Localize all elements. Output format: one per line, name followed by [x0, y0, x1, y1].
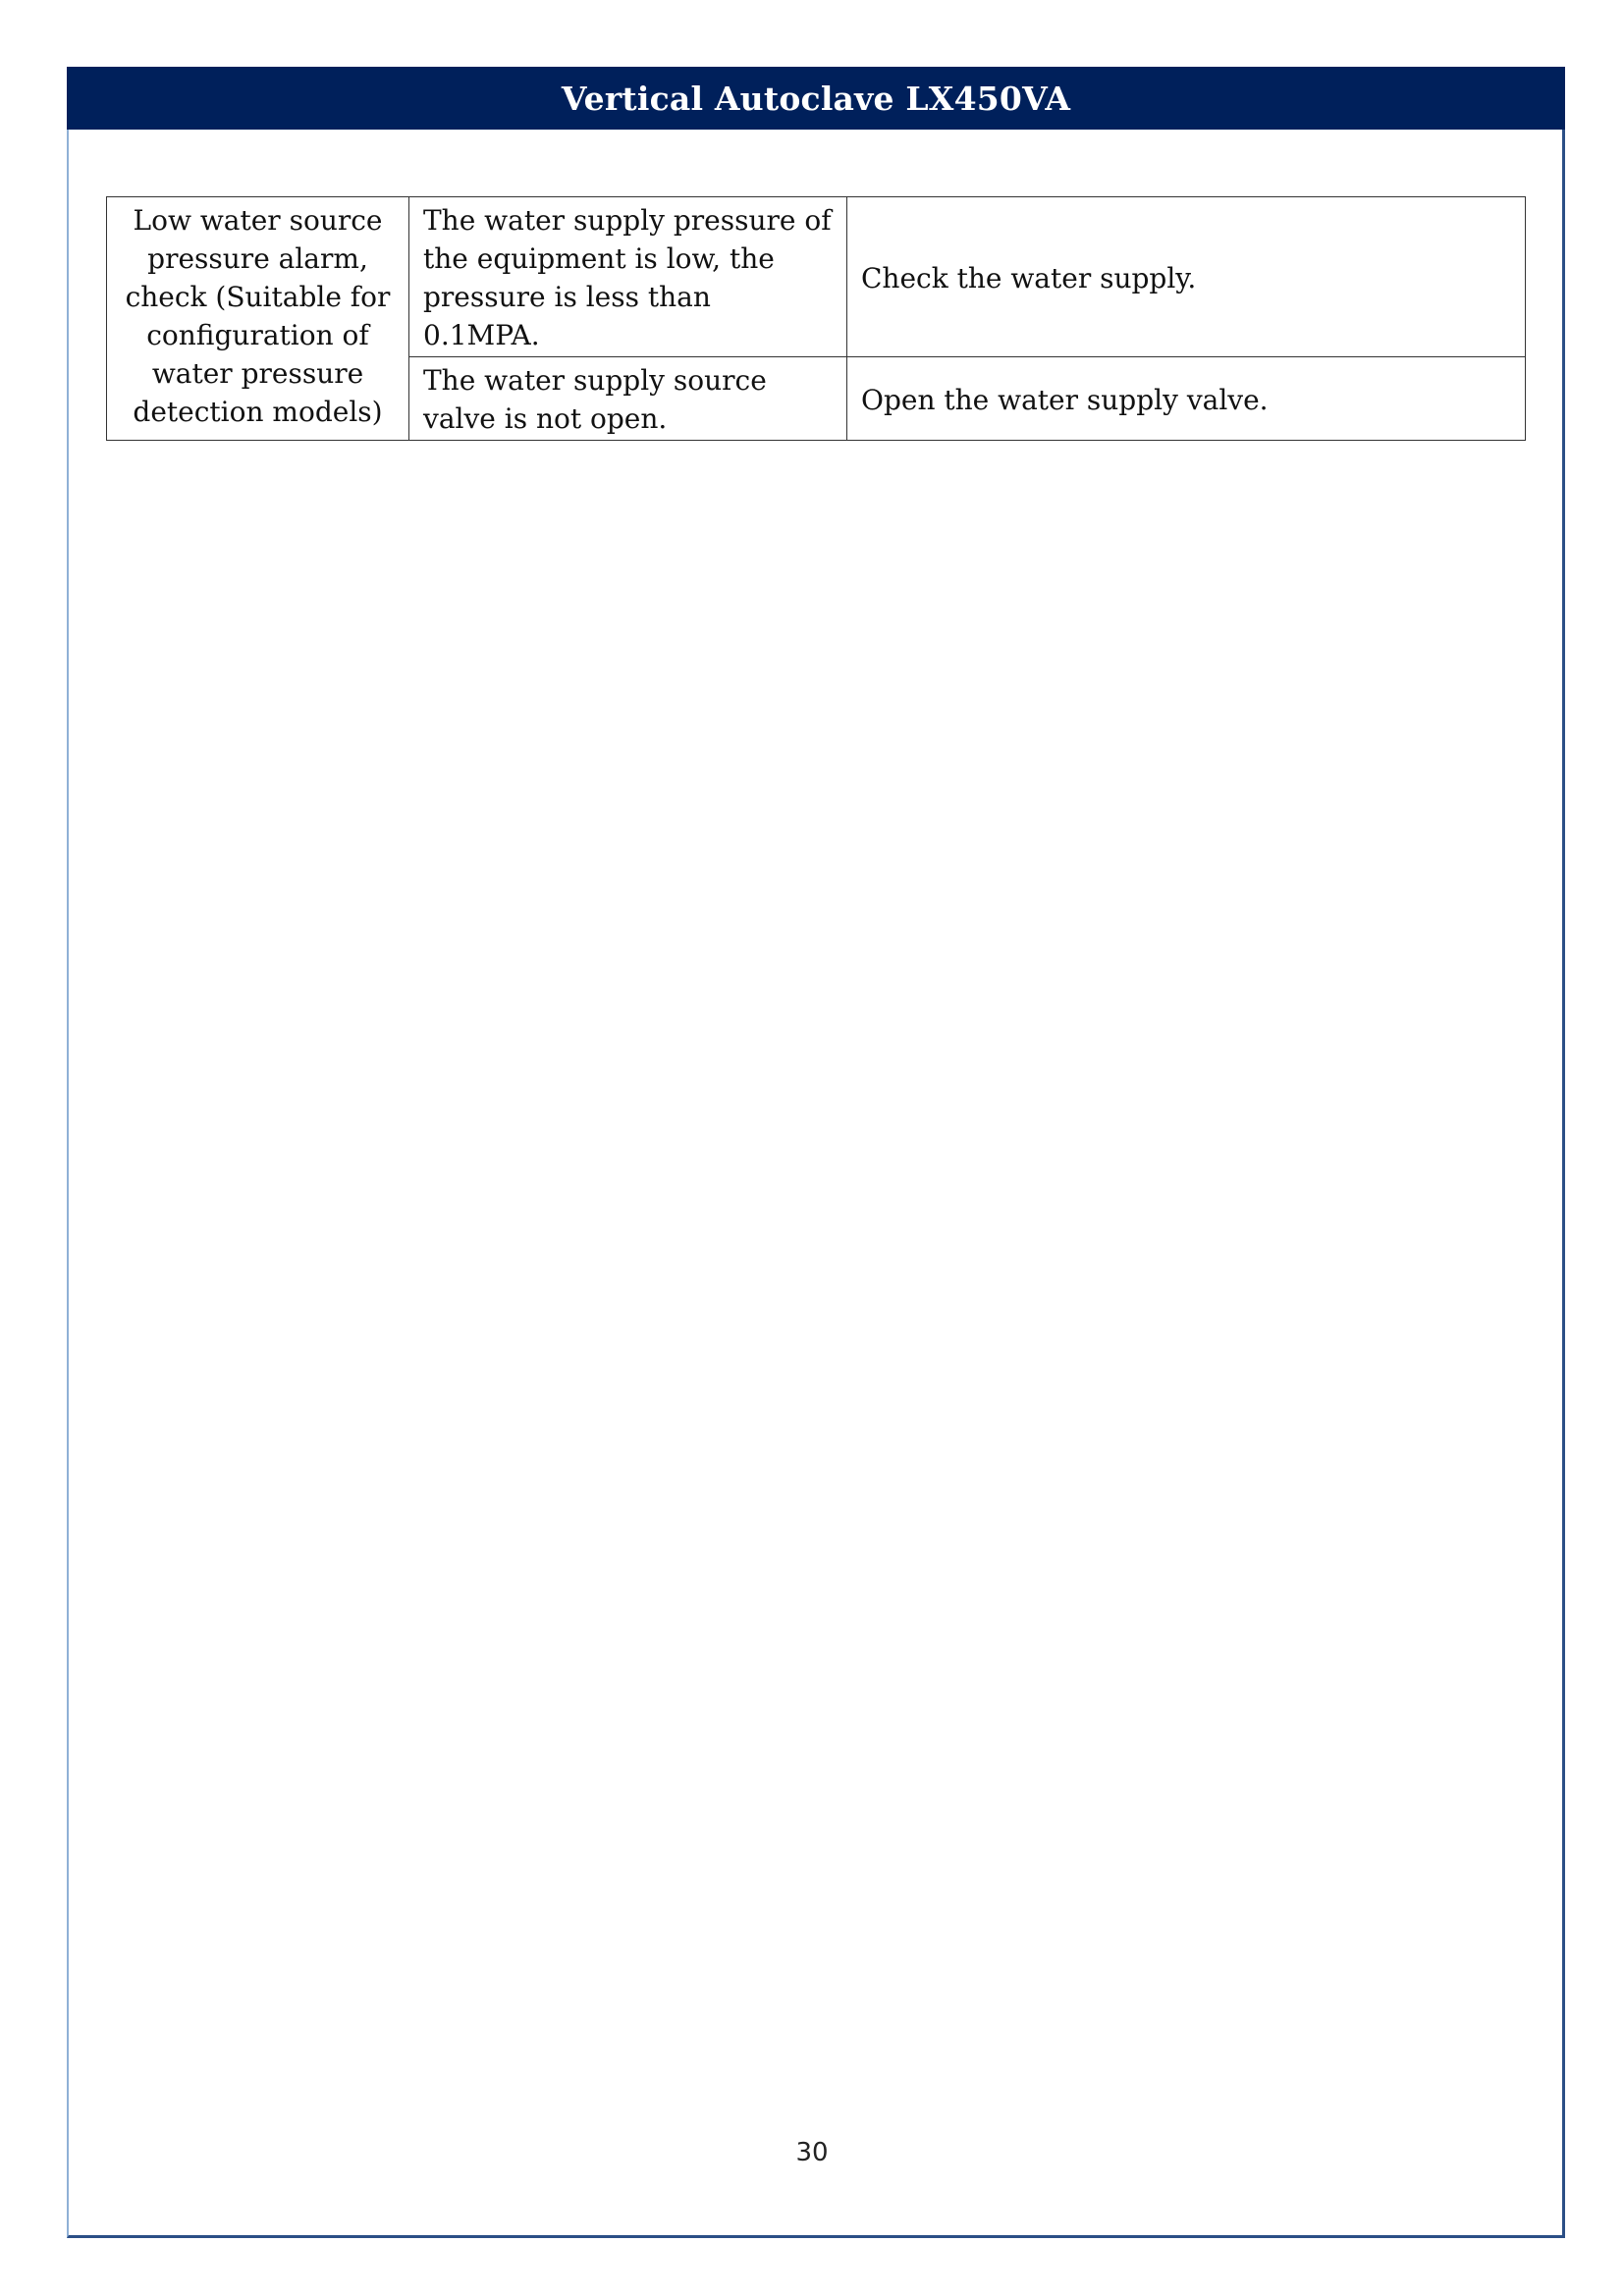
table-row — [107, 197, 1526, 357]
troubleshooting-table — [106, 196, 1526, 441]
cause-cell: The water supply pressure of the equipment is low, the pressure is less than 0.1MPA. — [409, 197, 847, 357]
solution-cell: Check the water supply. — [847, 197, 1526, 357]
page-number: 30 — [795, 2138, 829, 2167]
document-header — [67, 67, 1565, 130]
solution-cell: Open the water supply valve. — [847, 357, 1526, 441]
cause-cell: The water supply source valve is not open. — [409, 357, 847, 441]
fault-cell: Low water source pressure alarm, check (Suitable for configuration of water pressure detection models) — [107, 197, 409, 441]
document-title: Vertical Autoclave LX450VA — [561, 79, 1071, 118]
